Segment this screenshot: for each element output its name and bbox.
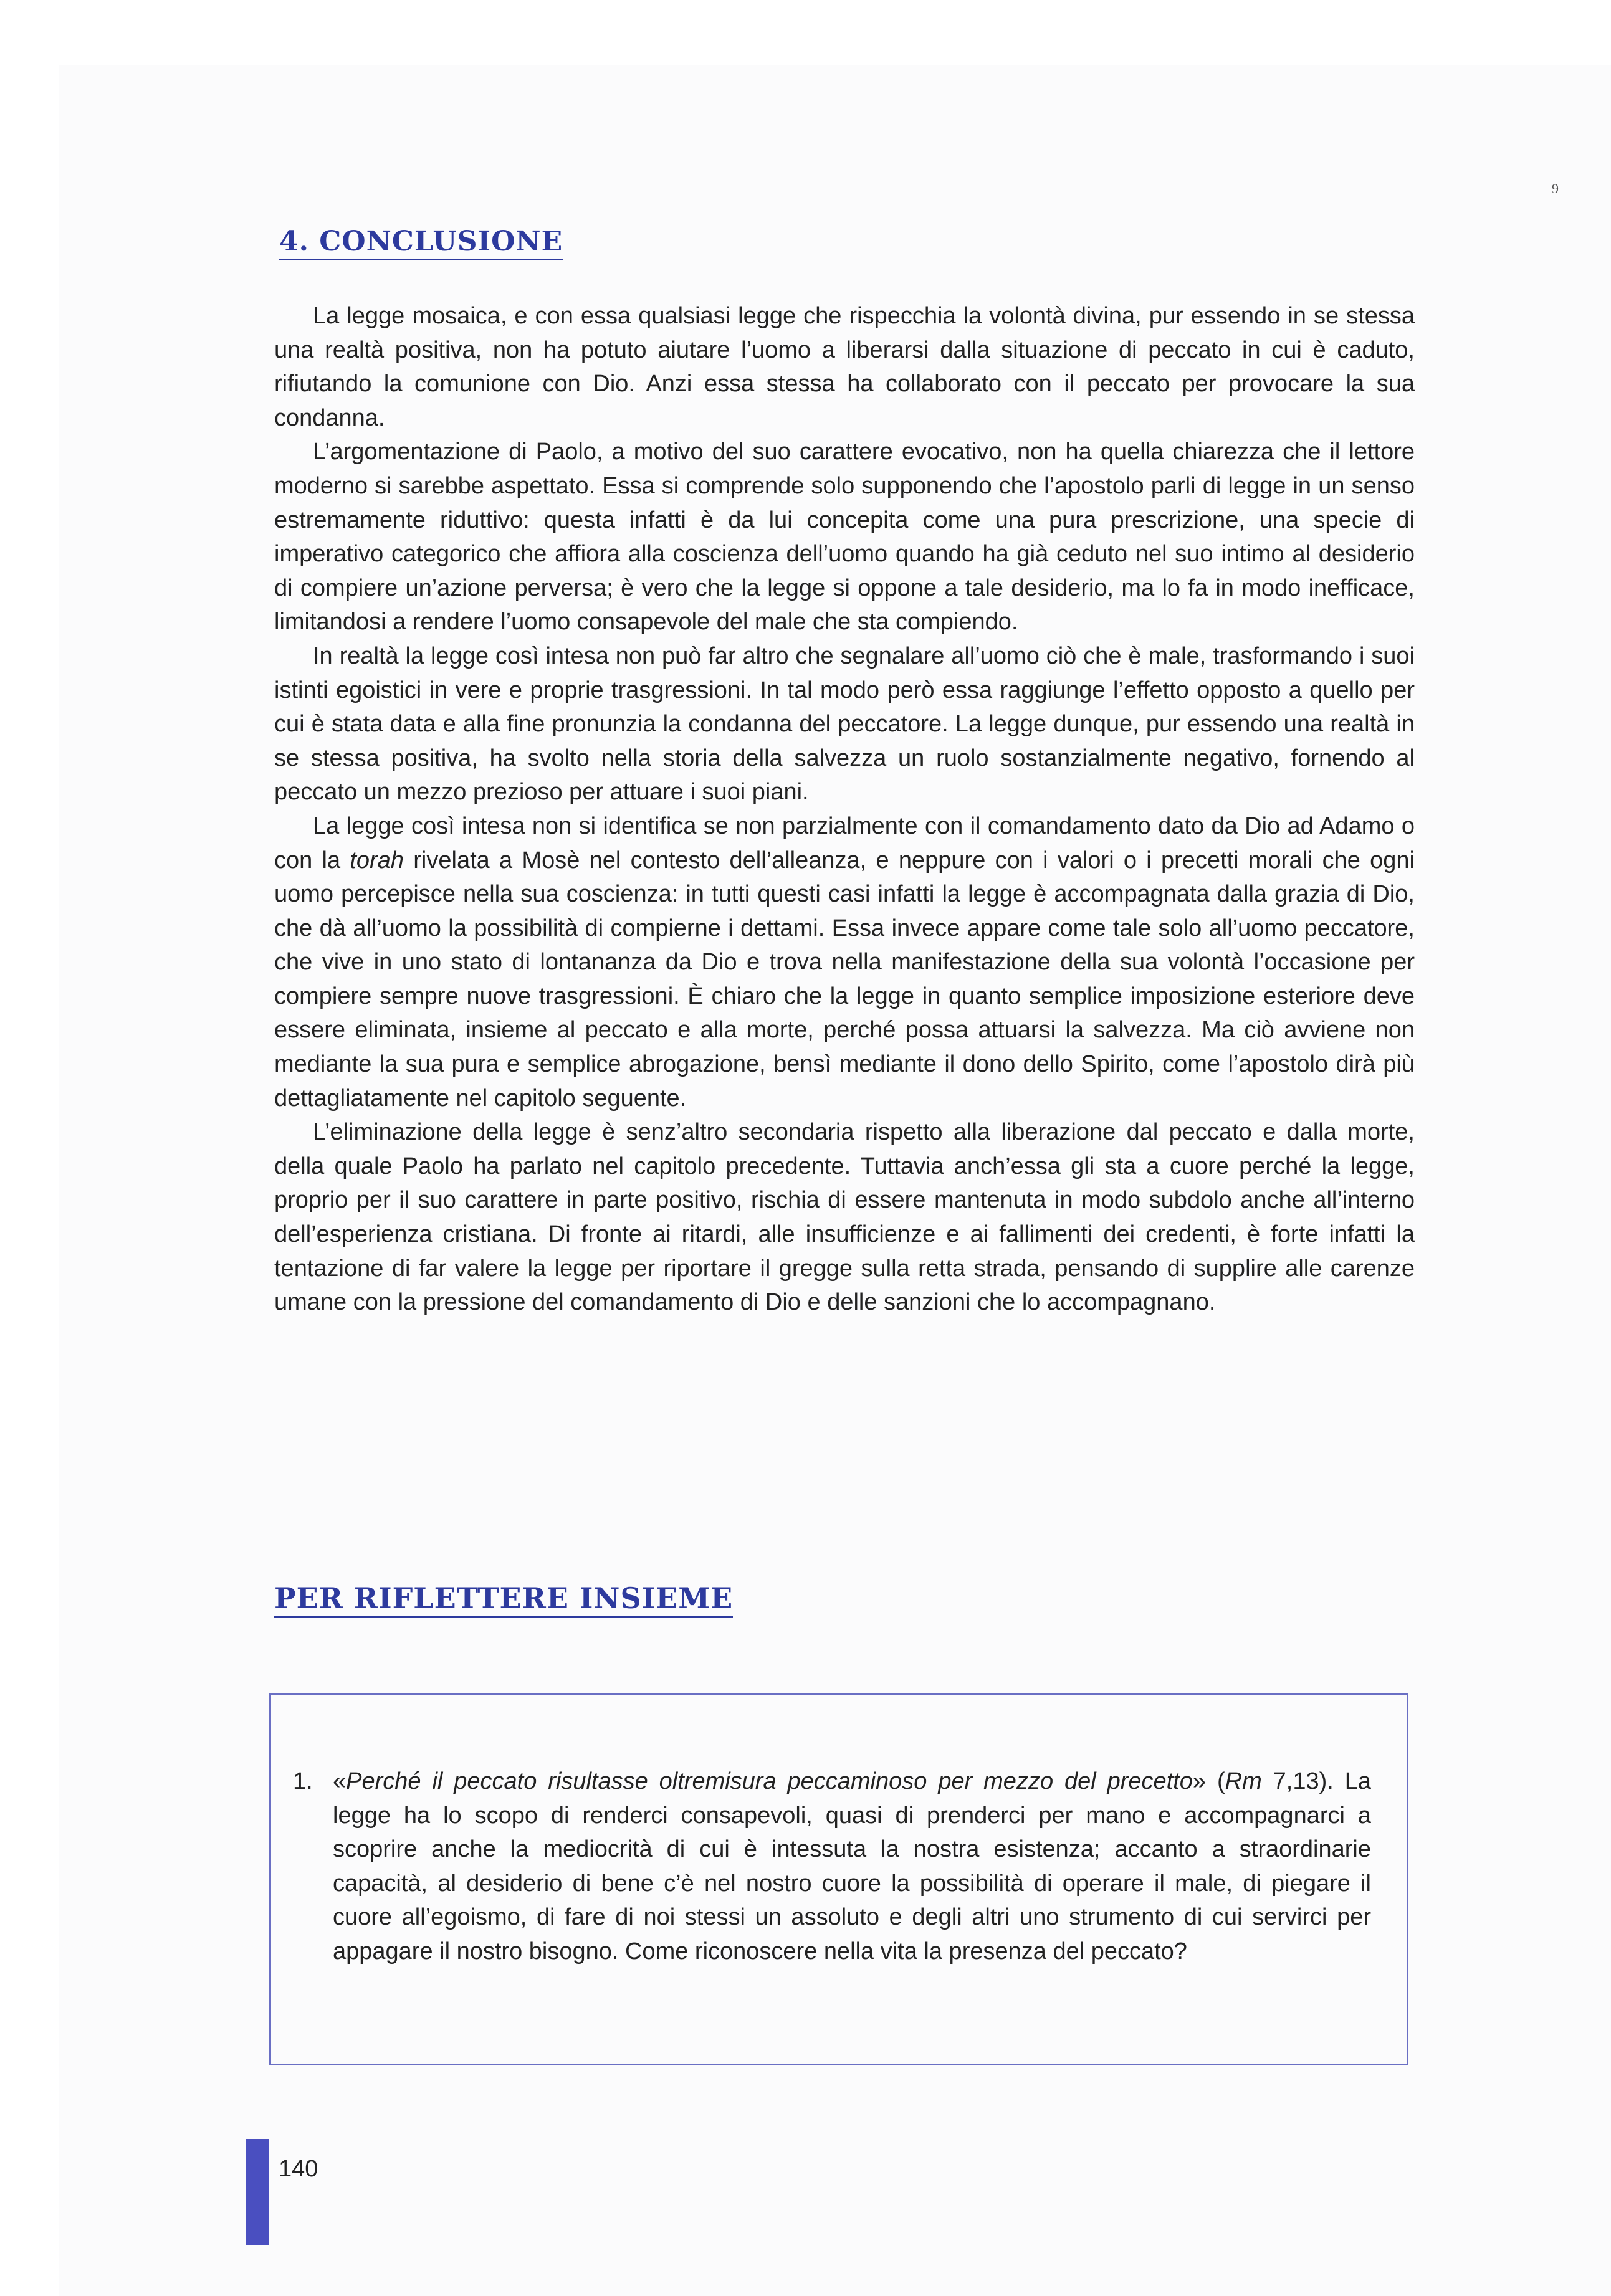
body-text — [274, 299, 1415, 1320]
quote-italic: Perché il peccato risultasse oltremisura peccaminoso per mezzo del precetto — [346, 1768, 1193, 1794]
quote-open: « — [333, 1768, 347, 1794]
quote-close: » ( — [1192, 1768, 1225, 1794]
paragraph-5: L’eliminazione della legge è senz’altro secondaria rispetto alla liberazione dal peccato e dalla morte, della quale Paolo ha parlato nel capitolo precedente. Tuttavia anch’essa gli sta a cuore perché la legge, proprio per il suo carattere in parte positivo, rischia di essere mantenuta in modo subdolo anche all’interno dell’esperienza cristiana. Di fronte ai ritardi, alle insufficienze e ai fallimenti dei credenti, è forte infatti la tentazione di far valere la legge per riportare il gregge sulla retta strada, pensando di supplire alle carenze umane con la pressione del comandamento di Dio e delle sanzioni che lo accompagnano. — [274, 1119, 1415, 1316]
page-number-bar — [246, 2139, 269, 2245]
paragraph-1: La legge mosaica, e con essa qualsiasi legge che rispecchia la volontà divina, pur essendo in se stessa una realtà positiva, non ha potuto aiutare l’uomo a liberarsi dalla situazione di peccato in cui è caduto, rifiutando la comunione con Dio. Anzi essa stessa ha collaborato con il peccato per provocare la sua condanna. — [274, 303, 1415, 431]
reflect-title: PER RIFLETTERE INSIEME — [274, 1581, 733, 1618]
torah-term: torah — [350, 847, 404, 874]
paragraph-2: L’argomentazione di Paolo, a motivo del suo carattere evocativo, non ha quella chiarezza che il lettore moderno si sarebbe aspettato. Essa si comprende solo supponendo che l’apostolo parli di legge in un senso estremamente riduttivo: questa infatti è da lui concepita come una pura prescrizione, una specie di imperativo categorico che affiora alla coscienza dell’uomo quando ha già ceduto nel suo intimo al desiderio di compiere un’azione perversa; è vero che la legge si oppone a tale desiderio, ma lo fa in modo inefficace, limitandosi a rendere l’uomo consapevole del male che sta compiendo. — [274, 439, 1415, 636]
question-text — [333, 1765, 1371, 1969]
section-title: 4. CONCLUSIONE — [279, 226, 563, 260]
question-number: 1. — [293, 1768, 313, 1794]
paragraph-4 — [274, 809, 1415, 1115]
question-item — [293, 1765, 1371, 1969]
page-number: 140 — [279, 2156, 318, 2182]
paragraph-4-part-a: La legge così intesa non si identifica se non parzialmente con il comandamento dato da Dio ad Adamo o con la — [274, 812, 1415, 874]
paragraph-4-part-b: rivelata a Mosè nel contesto dell’alleanza, e neppure con i valori o i precetti morali che ogni uomo percepisce nella sua coscienza: in tutti questi casi infatti la legge è accompagnata dalla grazia di Dio, che dà all’uomo la possibilità di compierne i dettami. Essa invece appare come tale solo all’uomo peccatore, che vive in uno stato di lontananza da Dio e trova nella manifestazione della sua volontà l’occasione per compiere sempre nuove trasgressioni. È chiaro che la legge in quanto semplice imposizione esteriore deve essere eliminata, insieme al peccato e alla morte, perché possa attuarsi la salvezza. Ma ciò avviene non mediante la sua pura e semplice abrogazione, bensì mediante il dono dello Spirito, come l’apostolo dirà più dettagliatamente nel capitolo seguente. — [274, 847, 1415, 1112]
corner-page-number: 9 — [1552, 181, 1559, 196]
reference-book: Rm — [1225, 1768, 1262, 1794]
question-body: 7,13). La legge ha lo scopo di renderci consapevoli, quasi di prenderci per mano e accompagnarci a scoprire anche la mediocrità di cui è intessuta la nostra esistenza; accanto a straordinarie capacità, al desiderio di bene c’è nel nostro cuore la possibilità di operare il male, di piegare il cuore all’egoismo, di fare di noi stessi un assoluto e degli altri uno strumento di cui servirci per appagare il nostro bisogno. Come riconoscere nella vita la presenza del peccato? — [333, 1768, 1371, 1965]
paragraph-3: In realtà la legge così intesa non può far altro che segnalare all’uomo ciò che è male, trasformando i suoi istinti egoistici in vere e proprie trasgressioni. In tal modo però essa raggiunge l’effetto opposto a quello per cui è stata data e alla fine pronunzia la condanna del peccatore. La legge dunque, pur essendo una realtà in se stessa positiva, ha svolto nella storia della salvezza un ruolo sostanzialmente negativo, fornendo al peccato un mezzo prezioso per attuare i suoi piani. — [274, 642, 1415, 806]
